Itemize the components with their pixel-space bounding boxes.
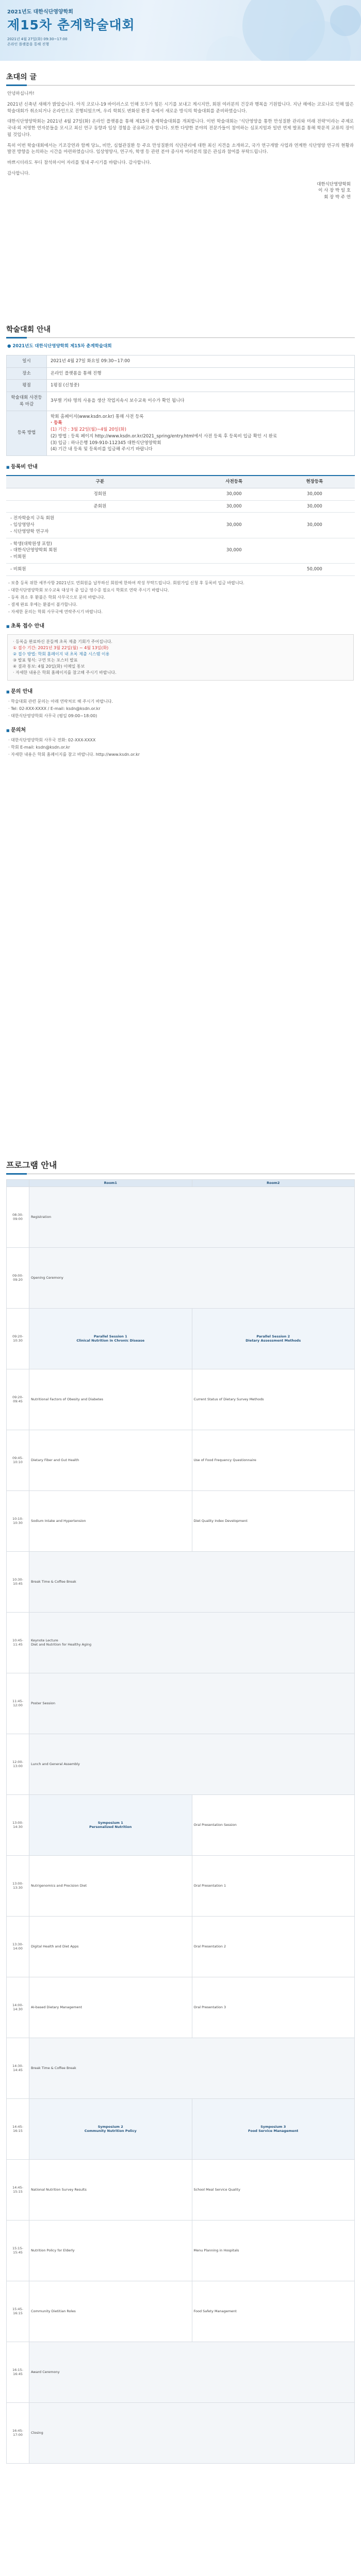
reg-line: · 등록	[51, 420, 62, 426]
program-time: 09:20-10:30	[7, 1308, 29, 1369]
hero-place: 온라인 플랫폼을 통해 진행	[7, 42, 50, 46]
program-row	[7, 1794, 355, 1855]
program-cell: Nutrigenomics and Precision Diet	[29, 1855, 192, 1916]
info-row	[7, 392, 355, 411]
fee-row	[6, 513, 355, 538]
program-cell: Oral Presentation 1	[192, 1855, 355, 1916]
program-cell: Food Safety Management	[192, 2281, 355, 2342]
contact-title: ■ 문의처	[0, 726, 361, 734]
program-time: 14:00-14:30	[7, 1977, 29, 2038]
program-table	[6, 1179, 355, 2464]
hero-title: 제15차 춘계학술대회	[7, 18, 135, 32]
info-label: 학술대회 사전등록 마감	[7, 392, 47, 411]
fee-note: - 자세한 문의는 학회 사무국에 연락주시기 바랍니다.	[8, 609, 103, 614]
program-cell: Sodium Intake and Hypertension	[29, 1490, 192, 1551]
fee-cell	[194, 563, 274, 575]
fee-row	[6, 563, 355, 575]
welcome-paragraph: 특히 이번 학술대회에서는 기조강연과 함께 당뇨, 비만, 심혈관질환 등 주요 만성질환의 식단관리에 대한 최신 지견을 소개하고, 국가 연구개발 사업과 연계한 식단영양 연구의 현황과 발전 방향을 논의하는 시간을 마련하였습니다. 임상영양사, 연구자, 학생 등 관련 분야 종사자 여러분의 많은 관심과 참여를 부탁드립니다.	[7, 143, 354, 155]
fee-cell: 30,000	[194, 538, 274, 563]
program-full-session: Keynote Lecture Diet and Nutrition for Healthy Aging	[29, 1612, 355, 1673]
welcome-section	[0, 72, 361, 201]
fee-cell: 30,000	[274, 500, 355, 513]
program-cell: Oral Presentation 2	[192, 1916, 355, 1977]
program-cell: AI-based Dietary Management	[29, 1977, 192, 2038]
info-value: 온라인 플랫폼을 통해 진행	[47, 367, 355, 380]
program-cell: Oral Presentation Session	[192, 1794, 355, 1855]
info-value: 3부별 기타 명의 사용을 생산 작업지속시 보수교육 이수가 확인 됩니다	[47, 392, 355, 411]
fee-note: - 대한식단영양학회 보수교육 대상자 중 입금 영수증 필요시 학회로 연락 주시기 바랍니다.	[8, 587, 169, 592]
program-cell: Community Dietitian Roles	[29, 2281, 192, 2342]
program-row	[7, 1612, 355, 1673]
welcome-closing: 감사합니다.	[7, 171, 30, 176]
program-time: 15:45-16:15	[7, 2281, 29, 2342]
program-row	[7, 2402, 355, 2463]
abstract-line: ④ 결과 통보: 4월 20일(화) 이메일 통보	[13, 664, 85, 669]
fee-row	[6, 488, 355, 500]
program-cell: National Nutrition Survey Results	[29, 2159, 192, 2220]
program-cell: Current Status of Dietary Survey Methods	[192, 1369, 355, 1430]
program-time: 09:45-10:10	[7, 1430, 29, 1490]
welcome-paragraph: 대한식단영양학회는 2021년 4월 27일(화) 온라인 플랫폼을 통해 제15차 춘계학술대회를 개최합니다. 이번 학술대회는 '식단영양을 통한 만성질환 관리와 미래 전략'이라는 주제로 국내·외 저명한 연자분들을 모시고 최신 연구 동향과 임상 경험을 공유하고자 합니다. 또한 다양한 분야의 전문가들이 참여하는 심포지엄과 일반 연제 발표를 통해 학문적 교류의 장이 될 것입니다.	[7, 119, 354, 138]
fee-cell: 30,000	[194, 513, 274, 538]
program-row	[7, 1490, 355, 1551]
program-cell: Nutritional Factors of Obesity and Diabetes	[29, 1369, 192, 1430]
info-table	[6, 355, 355, 456]
program-cell: Dietary Fiber and Gut Health	[29, 1430, 192, 1490]
welcome-title: 초대의 글	[6, 73, 37, 81]
fee-note: - 보충 등록 위한 세부사항 2021년도 연회원을 납부하신 회원에 한하여 작성 부탁드립니다. 회원가입 신청 후 등록비 입금 바랍니다.	[8, 580, 244, 585]
program-row	[7, 1187, 355, 1247]
program-time: 13:00-14:30	[7, 1794, 29, 1855]
program-cell: Symposium 3 Food Service Management	[192, 2098, 355, 2159]
fee-cell: 30,000	[194, 488, 274, 500]
fee-header-row	[6, 476, 355, 488]
program-cell: Digital Health and Diet Apps	[29, 1916, 192, 1977]
hero-date: 2021년 4월 27일(화) 09:30~17:00	[7, 37, 68, 41]
hero-subtitle: 2021년도 대한식단영양학회	[7, 9, 73, 15]
program-cell: Menu Planning in Hospitals	[192, 2220, 355, 2281]
program-row	[7, 2038, 355, 2098]
registration-details	[47, 411, 355, 456]
program-time: 13:30-14:00	[7, 1916, 29, 1977]
fee-header: 사전등록	[194, 476, 274, 488]
abstract-box	[7, 634, 354, 681]
program-time: 16:45-17:00	[7, 2402, 29, 2463]
fee-cell: 30,000	[194, 500, 274, 513]
info-row-registration	[7, 411, 355, 456]
program-row	[7, 1551, 355, 1612]
abstract-line: · 자세한 내용은 학회 홈페이지를 참고해 주시기 바랍니다.	[13, 670, 117, 675]
fee-header: 현장등록	[274, 476, 355, 488]
program-header-room1: Room1	[29, 1180, 192, 1187]
program-row	[7, 2342, 355, 2402]
program-cell: Oral Presentation 3	[192, 1977, 355, 2038]
reg-line: (4) 기간 내 등록 및 등록비를 입금해 주시기 바랍니다	[51, 447, 153, 452]
program-time: 12:00-13:00	[7, 1734, 29, 1794]
abstract-line: · 등록을 완료하신 분들께 초록 제출 기회가 주어집니다.	[13, 639, 112, 644]
reg-line: (2) 방법 : 등록 페이지 http://www.ksdn.or.kr/2021_spring/entry.html에서 사전 등록 후 등록비 입금 확인 시 완료	[51, 433, 277, 439]
info-label: 평점	[7, 380, 47, 392]
signature-chair: 회 장 박 주 연	[324, 195, 351, 200]
program-full-session: Opening Ceremony	[29, 1247, 355, 1308]
contact-line: · 대한식단영양학회 사무국 전화: 02-XXX-XXXX	[8, 737, 96, 742]
contact-line: · 학회 E-mail: ksdn@ksdn.or.kr	[8, 744, 70, 750]
info-title: 학술대회 안내	[6, 326, 51, 334]
fee-cell: 정회원	[6, 488, 194, 500]
fee-cell: - 학생(대학원생 포함) - 대한식단영양학회 회원 - 비회원	[6, 538, 194, 563]
program-cell: Symposium 1 Personalized Nutrition	[29, 1794, 192, 1855]
program-time: 09:20-09:45	[7, 1369, 29, 1430]
fee-cell: 30,000	[274, 488, 355, 500]
reg-line: (1) 기간 : 3월 22일(월)~4월 20일(화)	[51, 427, 126, 432]
program-full-session: Break Time & Coffee Break	[29, 2038, 355, 2098]
program-row	[7, 1734, 355, 1794]
info-row	[7, 380, 355, 392]
info-value: 2021년 4월 27일 화요일 09:30~17:00	[47, 355, 355, 367]
fee-cell: 30,000	[274, 513, 355, 538]
fee-table	[6, 475, 355, 576]
program-time: 14:30-14:45	[7, 2038, 29, 2098]
signature-president: 이 사 장 박 일 호	[318, 188, 351, 194]
program-cell: Parallel Session 1 Clinical Nutrition in Chronic Disease	[29, 1308, 192, 1369]
program-time: 11:45-12:00	[7, 1673, 29, 1734]
program-cell: Parallel Session 2 Dietary Assessment Methods	[192, 1308, 355, 1369]
program-full-session: Poster Session	[29, 1673, 355, 1734]
program-cell: Symposium 2 Community Nutrition Policy	[29, 2098, 192, 2159]
contact-note-line: · 학술대회 관련 문의는 아래 연락처로 해 주시기 바랍니다.	[8, 699, 113, 704]
abstract-title: ■ 초록 접수 안내	[0, 622, 361, 630]
program-row	[7, 1855, 355, 1916]
divider	[6, 85, 355, 86]
info-label: 일시	[7, 355, 47, 367]
program-row	[7, 1247, 355, 1308]
info-row	[7, 367, 355, 380]
fee-cell: - 비회원	[6, 563, 194, 575]
abstract-line: ① 접수 기간: 2021년 3월 22일(월) ~ 4월 13일(화)	[13, 645, 109, 650]
program-row	[7, 1916, 355, 1977]
program-time: 15:15-15:45	[7, 2220, 29, 2281]
contact-note-line: · Tel: 02-XXX-XXXX / E-mail: ksdn@ksdn.or.kr	[8, 706, 101, 711]
program-section	[0, 1159, 361, 2464]
reg-line: 학회 홈페이지(www.ksdn.or.kr) 통해 사전 등록	[51, 414, 144, 419]
program-row	[7, 2220, 355, 2281]
program-time: 14:45-16:15	[7, 2098, 29, 2159]
program-time: 08:30-09:00	[7, 1187, 29, 1247]
program-cell: School Meal Service Quality	[192, 2159, 355, 2220]
program-row	[7, 2281, 355, 2342]
program-full-session: Registration	[29, 1187, 355, 1247]
program-row	[7, 1673, 355, 1734]
decorative-circle	[330, 5, 361, 36]
contact-note-line: · 대한식단영양학회 사무국 (평일 09:00~18:00)	[8, 713, 97, 718]
program-full-session: Award Ceremony	[29, 2342, 355, 2402]
program-full-session: Break Time & Coffee Break	[29, 1551, 355, 1612]
fee-note: - 등록 취소 후 환불은 학회 사무국으로 문의 바랍니다.	[8, 595, 106, 600]
program-time: 10:10-10:30	[7, 1490, 29, 1551]
signature-org: 대한식단영양학회	[317, 181, 351, 187]
program-time: 10:30-10:45	[7, 1551, 29, 1612]
fee-note: - 결제 완료 후에는 환불이 불가합니다.	[8, 602, 78, 607]
info-headline: ● 2021년도 대한식단영양학회 제15차 춘계학술대회	[7, 344, 112, 349]
program-title: 프로그램 안내	[6, 1160, 57, 1170]
program-header-time	[7, 1180, 29, 1187]
abstract-line: ② 접수 방법: 학회 홈페이지 내 초록 제출 시스템 이용	[13, 651, 110, 656]
signature-block	[0, 181, 361, 201]
divider	[6, 337, 355, 338]
reg-line: (3) 입금 : 하나은행 109-910-112345 대한식단영양학회	[51, 440, 161, 446]
info-label: 등록 방법	[7, 411, 47, 456]
info-section	[0, 325, 361, 758]
program-row	[7, 1369, 355, 1430]
program-cell: Nutrition Policy for Elderly	[29, 2220, 192, 2281]
program-full-session: Closing	[29, 2402, 355, 2463]
welcome-greeting: 안녕하십니까!	[7, 91, 35, 96]
fee-cell	[274, 538, 355, 563]
program-time: 10:45-11:45	[7, 1612, 29, 1673]
program-row	[7, 1308, 355, 1369]
abstract-line: ③ 발표 형식: 구연 또는 포스터 발표	[13, 657, 78, 663]
info-row	[7, 355, 355, 367]
fee-cell: - 전자학술지 구독 회원 - 임상영양사 - 식단영양학 연구자	[6, 513, 194, 538]
fee-row	[6, 500, 355, 513]
welcome-paragraph: 바쁘시더라도 부디 참석하시어 자리를 빛내 주시기를 바랍니다. 감사합니다.	[7, 160, 151, 165]
program-time: 14:45-15:15	[7, 2159, 29, 2220]
fees-title: ■ 등록비 안내	[0, 463, 361, 471]
program-cell: Diet Quality Index Development	[192, 1490, 355, 1551]
fee-cell: 50,000	[274, 563, 355, 575]
program-row	[7, 1977, 355, 2038]
info-value: 1평점 (신청중)	[47, 380, 355, 392]
program-cell: Use of Food Frequency Questionnaire	[192, 1430, 355, 1490]
fee-header: 구분	[6, 476, 194, 488]
program-row	[7, 2159, 355, 2220]
program-header-row	[7, 1180, 355, 1187]
program-row	[7, 2098, 355, 2159]
program-header-room2: Room2	[192, 1180, 355, 1187]
program-time: 16:15-16:45	[7, 2342, 29, 2402]
info-label: 장소	[7, 367, 47, 380]
welcome-paragraph: 2021년 신축년 새해가 밝았습니다. 아직 코로나-19 바이러스로 인해 모두가 힘든 시기를 보내고 계시지만, 회원 여러분의 건강과 행복을 기원합니다. 지난 해에는 코로나로 인해 많은 학술대회가 취소되거나 온라인으로 진행되었으며, 우리 학회도 변화된 환경 속에서 새로운 방식의 학술대회를 준비하였습니다.	[7, 101, 354, 114]
program-time: 13:00-13:30	[7, 1855, 29, 1916]
program-time: 09:00-09:20	[7, 1247, 29, 1308]
program-full-session: Lunch and General Assembly	[29, 1734, 355, 1794]
contact-note-title: ■ 문의 안내	[0, 688, 361, 696]
contact-line: · 자세한 내용은 학회 홈페이지를 참고 바랍니다. http://www.ksdn.or.kr	[8, 752, 140, 757]
fee-row	[6, 538, 355, 563]
program-row	[7, 1430, 355, 1490]
hero-banner	[0, 0, 361, 61]
fee-cell: 준회원	[6, 500, 194, 513]
